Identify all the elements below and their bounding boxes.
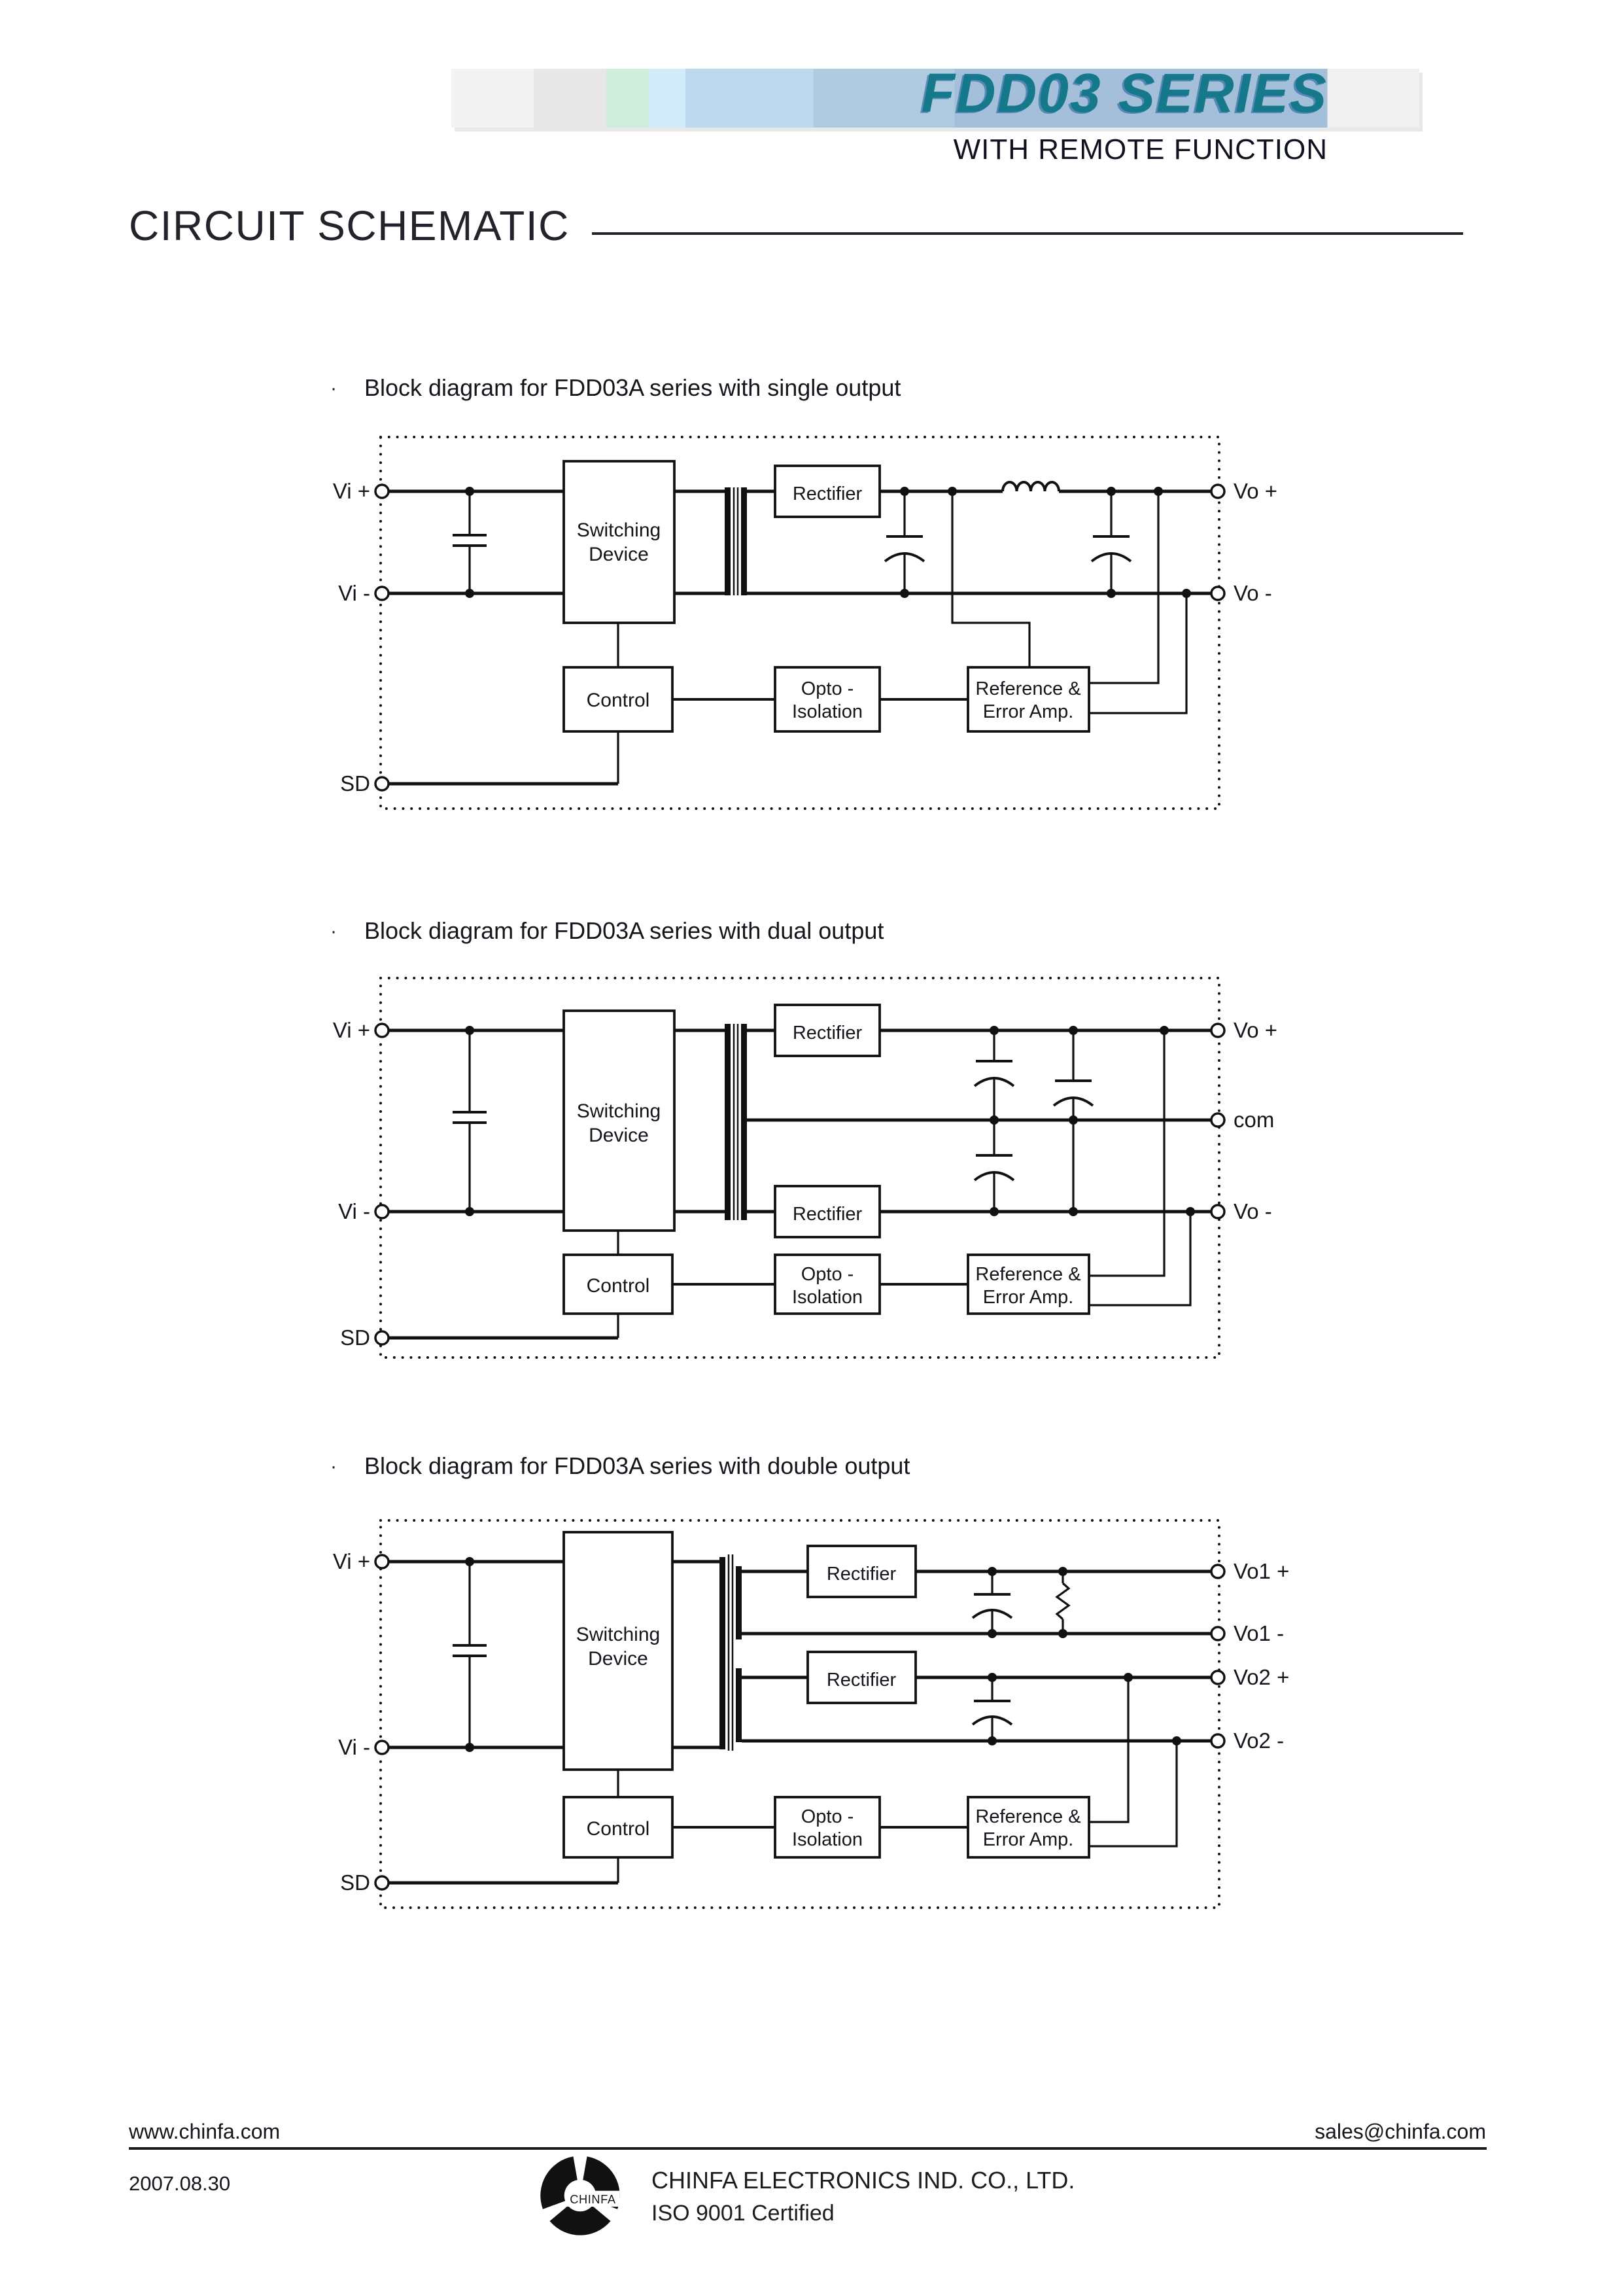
reference-error-amp-label: Error Amp. — [982, 1829, 1074, 1850]
diagram-1-heading-text: Block diagram for FDD03A series with single output — [364, 374, 901, 401]
reference-error-amp-label: Reference & — [975, 1264, 1081, 1285]
vi-minus-terminal — [375, 1205, 389, 1218]
vo1-minus-label: Vo1 - — [1234, 1621, 1285, 1645]
output-capacitor-2 — [1092, 487, 1131, 598]
rectifier-bottom-label: Rectifier — [826, 1670, 897, 1691]
header-subtitle: WITH REMOTE FUNCTION — [953, 133, 1328, 166]
bullet-icon: · — [330, 377, 337, 399]
single-output-diagram — [288, 412, 1347, 837]
switching-device-label: Device — [589, 1125, 649, 1146]
diagram-3-heading-text: Block diagram for FDD03A series with double output — [364, 1452, 910, 1479]
vo1-plus-label: Vo1 + — [1234, 1559, 1290, 1583]
vi-minus-terminal — [375, 587, 389, 600]
vo1-minus-terminal — [1211, 1627, 1224, 1640]
vo2-minus-terminal — [1211, 1734, 1224, 1747]
terminals — [375, 485, 1224, 790]
rectifier-top-label: Rectifier — [792, 1023, 863, 1043]
rectifier-label: Rectifier — [792, 483, 863, 504]
footer-company: CHINFA ELECTRONICS IND. CO., LTD. — [651, 2167, 1075, 2194]
title-rule — [592, 232, 1463, 235]
opto-isolation-label: Isolation — [791, 1287, 863, 1308]
control-label: Control — [586, 1275, 650, 1297]
vo2-minus-label: Vo2 - — [1234, 1728, 1285, 1753]
vi-minus-label: Vi - — [338, 581, 370, 605]
rectifier-top-label: Rectifier — [826, 1564, 897, 1585]
output-capacitor-upper — [975, 1026, 1014, 1125]
reference-error-amp-label: Error Amp. — [982, 701, 1074, 722]
double-output-diagram — [288, 1492, 1347, 1943]
control-label: Control — [586, 690, 650, 711]
feedback-lines — [1089, 487, 1191, 713]
output1-capacitor — [973, 1567, 1012, 1638]
input-capacitor — [453, 1557, 487, 1752]
transformer — [719, 1554, 742, 1751]
switching-device-label: Device — [588, 1648, 648, 1670]
transformer — [725, 1024, 747, 1220]
switching-device-label: Switching — [576, 1624, 661, 1645]
output2-capacitor — [973, 1673, 1012, 1745]
diagram-3-heading — [330, 1452, 910, 1480]
footer-rule — [129, 2147, 1487, 2150]
input-capacitor — [453, 1026, 487, 1216]
diagram-2-heading — [330, 917, 884, 945]
vo-plus-terminal — [1211, 1024, 1224, 1037]
vo-plus-label: Vo + — [1234, 1018, 1277, 1042]
bullet-icon: · — [330, 1456, 337, 1477]
opto-isolation-label: Isolation — [791, 701, 863, 722]
vi-plus-terminal — [375, 1024, 389, 1037]
series-title: FDD03 SERIES — [921, 62, 1328, 124]
vo-minus-terminal — [1211, 1205, 1224, 1218]
vi-minus-terminal — [375, 1741, 389, 1754]
output-capacitor-1 — [885, 487, 924, 598]
switching-device-box — [564, 461, 674, 623]
footer-email: sales@chinfa.com — [1315, 2120, 1486, 2143]
opto-isolation-label: Isolation — [791, 1829, 863, 1850]
transformer — [725, 487, 747, 595]
vi-minus-label: Vi - — [338, 1199, 370, 1223]
vo1-plus-terminal — [1211, 1565, 1224, 1578]
control-label: Control — [586, 1818, 650, 1840]
diagram-1-heading — [330, 374, 901, 402]
vo2-plus-terminal — [1211, 1671, 1224, 1684]
diagram-2-heading-text: Block diagram for FDD03A series with dual output — [364, 917, 884, 944]
vi-plus-terminal — [375, 1555, 389, 1568]
sd-label: SD — [340, 1870, 370, 1895]
switching-device-label: Switching — [576, 1100, 661, 1122]
com-terminal — [1211, 1113, 1224, 1127]
sense-line — [948, 487, 1029, 667]
vo-minus-terminal — [1211, 587, 1224, 600]
sd-terminal — [375, 1331, 389, 1344]
inductor — [1003, 482, 1059, 491]
vo-minus-label: Vo - — [1234, 1199, 1272, 1223]
sd-terminal — [375, 1876, 389, 1889]
footer-date: 2007.08.30 — [129, 2172, 231, 2195]
chinfa-logo — [540, 2151, 620, 2240]
vi-plus-terminal — [375, 485, 389, 498]
dual-output-diagram — [288, 949, 1347, 1393]
section-title: CIRCUIT SCHEMATIC — [129, 202, 570, 249]
vo-plus-label: Vo + — [1234, 479, 1277, 503]
sd-terminal — [375, 777, 389, 790]
vi-plus-label: Vi + — [332, 479, 370, 503]
output-capacitor-lower — [975, 1120, 1014, 1216]
vo-plus-terminal — [1211, 485, 1224, 498]
vi-plus-label: Vi + — [332, 1018, 370, 1042]
footer-website: www.chinfa.com — [129, 2120, 281, 2143]
reference-error-amp-label: Error Amp. — [982, 1287, 1074, 1308]
feedback-lines — [1089, 1673, 1181, 1846]
vi-plus-label: Vi + — [332, 1549, 370, 1573]
vi-minus-label: Vi - — [338, 1735, 370, 1759]
input-capacitor — [453, 487, 487, 598]
bullet-icon: · — [330, 920, 337, 942]
feedback-lines — [1089, 1026, 1195, 1305]
rectifier-bottom-label: Rectifier — [792, 1204, 863, 1225]
sd-label: SD — [340, 771, 370, 796]
vo-minus-label: Vo - — [1234, 581, 1272, 605]
opto-isolation-label: Opto - — [801, 1264, 854, 1285]
switching-device-label: Switching — [576, 519, 661, 541]
bleeder-resistor — [1057, 1567, 1069, 1638]
logo-text: CHINFA — [570, 2193, 616, 2207]
wires — [389, 491, 1213, 784]
opto-isolation-label: Opto - — [801, 678, 854, 699]
reference-error-amp-label: Reference & — [975, 678, 1081, 699]
sd-label: SD — [340, 1325, 370, 1350]
opto-isolation-label: Opto - — [801, 1806, 854, 1827]
footer-certification: ISO 9001 Certified — [651, 2201, 835, 2226]
switching-device-label: Device — [589, 544, 649, 565]
reference-error-amp-label: Reference & — [975, 1806, 1081, 1827]
com-label: com — [1234, 1108, 1275, 1132]
vo2-plus-label: Vo2 + — [1234, 1665, 1290, 1689]
